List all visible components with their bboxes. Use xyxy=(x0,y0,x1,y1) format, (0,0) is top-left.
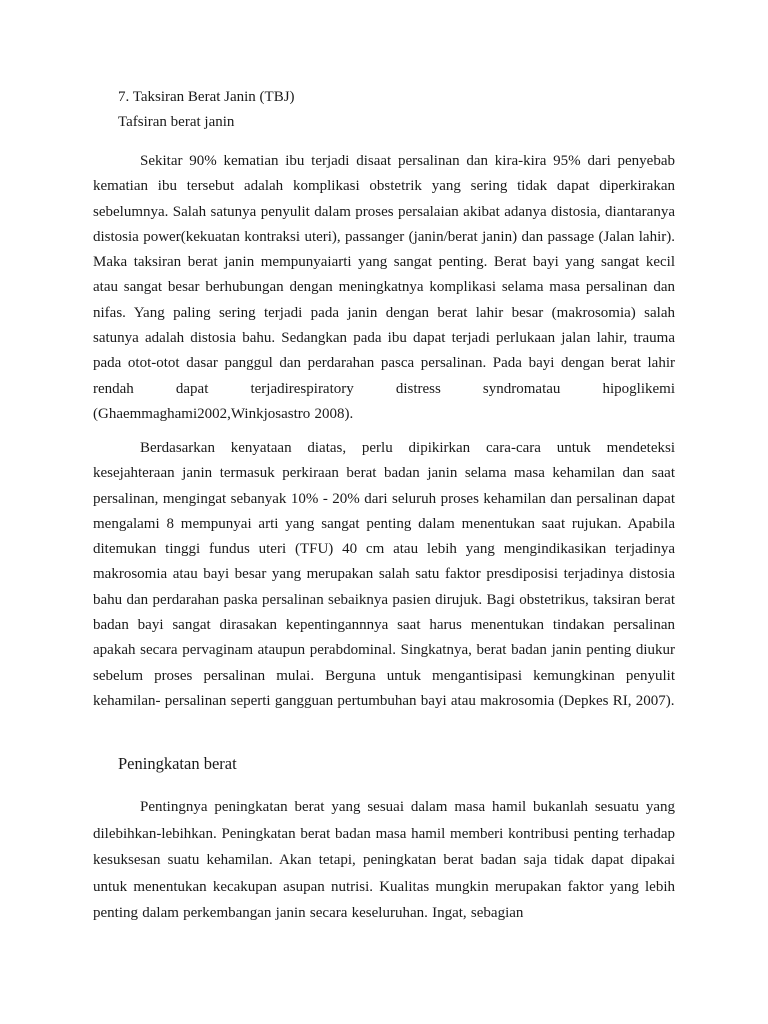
paragraph-2: Berdasarkan kenyataan diatas, perlu dipikirkan cara-cara untuk mendeteksi kesejahteraan janin termasuk perkiraan berat badan janin selama masa kehamilan dan saat persalinan, mengingat sebanyak 10% - 20% dari seluruh proses kehamilan dan persalinan dapat mengalami 8 mempunyai arti yang sangat penting dalam menentukan saat rujukan. Apabila ditemukan tinggi fundus uteri (TFU) 40 cm atau lebih yang mengindikasikan terjadinya makrosomia atau bayi besar yang merupakan salah satu faktor presdiposisi terjadinya distosia bahu dan perdarahan paska persalinan sebaiknya pasien dirujuk. Bagi obstetrikus, taksiran berat badan bayi sangat dirasakan kepentingannnya saat harus menentukan tindakan persalinan apakah secara pervaginam ataupun perabdominal. Singkatnya, berat badan janin penting diukur sebelum proses persalinan mulai. Berguna untuk mengantisipasi kemungkinan penyulit kehamilan- persalinan seperti gangguan pertumbuhan bayi atau makrosomia (Depkes RI, 2007). xyxy=(93,440,675,709)
section-subheading: Tafsiran berat janin xyxy=(118,114,235,130)
paragraph-3: Pentingnya peningkatan berat yang sesuai dalam masa hamil bukanlah sesuatu yang dilebihkan-lebihkan. Peningkatan berat badan masa hamil memberi kontribusi penting terhadap kesuksesan suatu kehamilan. Akan tetapi, peningkatan berat badan saja tidak dapat dipakai untuk menentukan kecakupan asupan nutrisi. Kualitas mungkin merupakan faktor yang lebih penting dalam perkembangan janin secara keseluruhan. Ingat, sebagian xyxy=(93,799,675,922)
paragraph-1: Sekitar 90% kematian ibu terjadi disaat persalinan dan kira-kira 95% dari penyebab kematian ibu tersebut adalah komplikasi obstetrik yang sering tidak dapat diperkirakan sebelumnya. Salah satunya penyulit dalam proses persalaian akibat adanya distosia, diantaranya distosia power(kekuatan kontraksi uteri), passanger (janin/berat janin) dan passage (Jalan lahir). Maka taksiran berat janin mempunyaiarti yang sangat penting. Berat bayi yang sangat kecil atau sangat besar berhubungan dengan meningkatnya komplikasi selama masa persalinan dan nifas. Yang paling sering terjadi pada janin dengan berat lahir besar (makrosomia) salah satunya adalah distosia bahu. Sedangkan pada ibu dapat terjadi perlukaan jalan lahir, trauma pada otot-otot dasar panggul dan perdarahan pasca persalinan. Pada bayi dengan berat lahir rendah dapat terjadirespiratory distress syndromatau hipoglikemi (Ghaemmaghami2002,Winkjosastro 2008). xyxy=(93,153,675,422)
section-2-title: Peningkatan berat xyxy=(118,754,237,773)
section-heading: 7. Taksiran Berat Janin (TBJ) xyxy=(118,89,295,105)
